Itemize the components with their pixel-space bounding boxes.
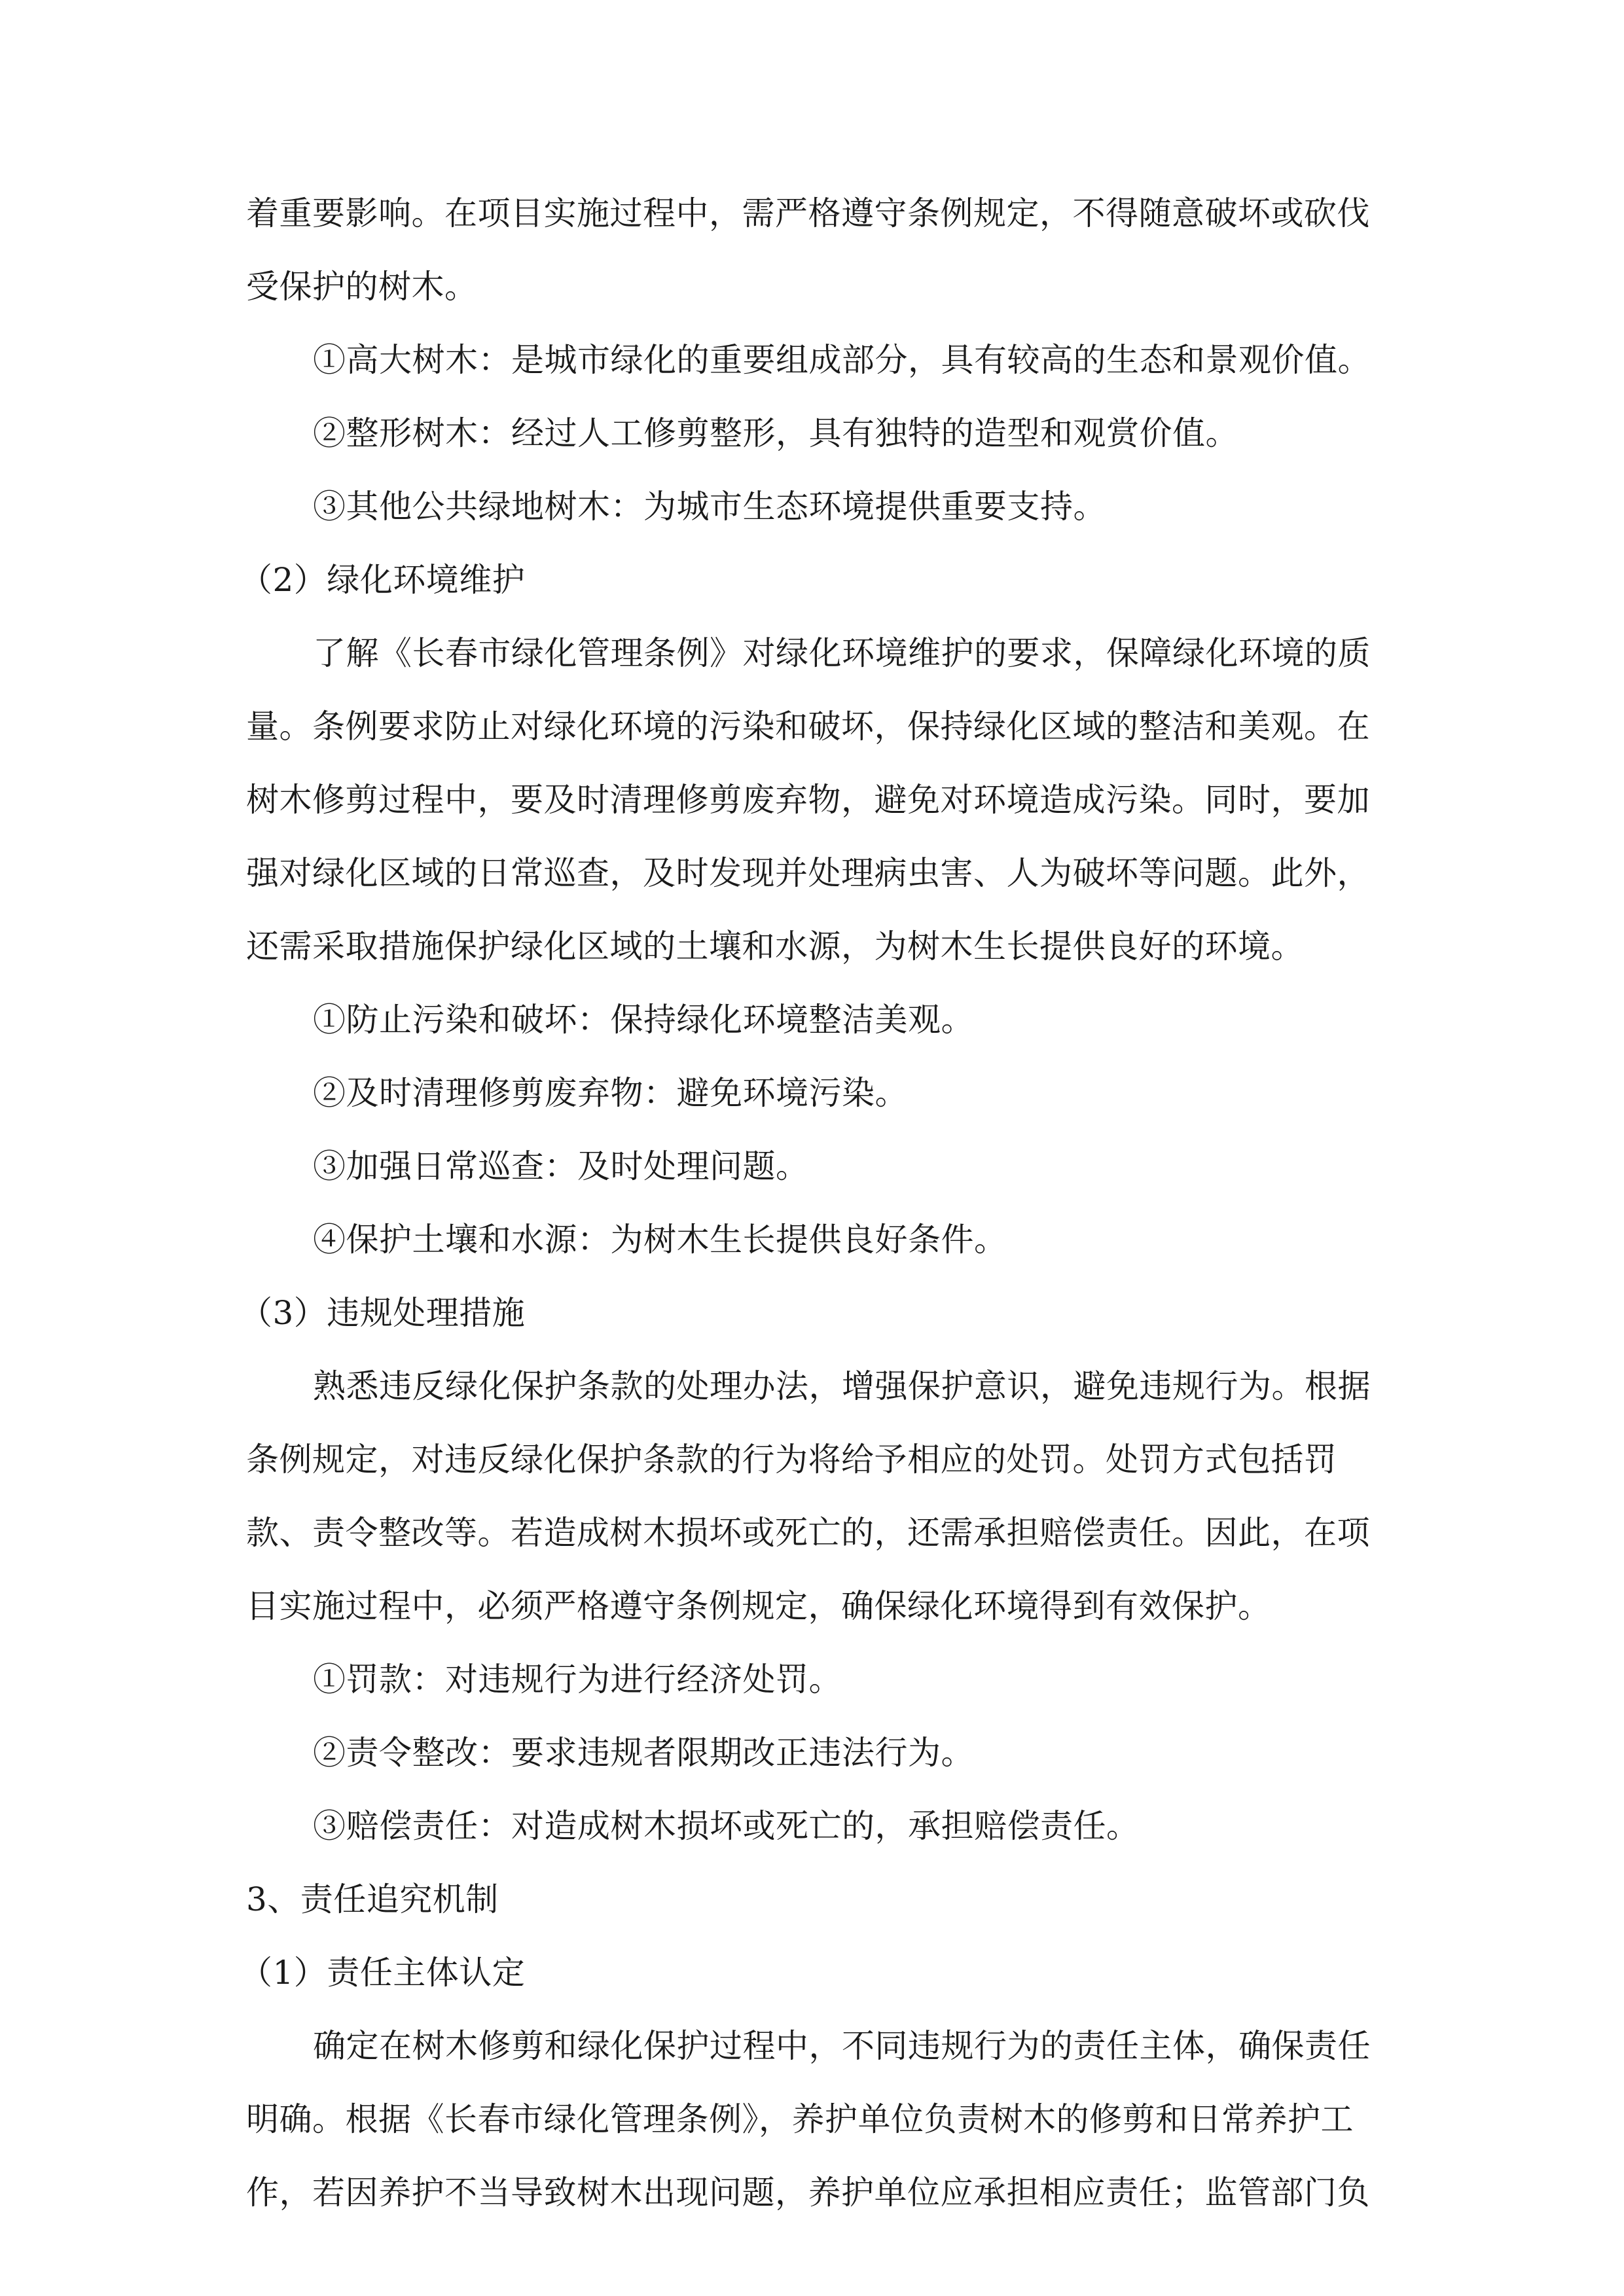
list-item: ③赔偿责任：对造成树木损坏或死亡的，承担赔偿责任。: [313, 1807, 1140, 1845]
list-item: ③加强日常巡查：及时处理问题。: [313, 1147, 809, 1185]
body-text-line: 目实施过程中，必须严格遵守条例规定，确保绿化环境得到有效保护。: [246, 1587, 1271, 1625]
chapter-heading: 3、责任追究机制: [246, 1880, 499, 1918]
body-text-line: 还需采取措施保护绿化区域的土壤和水源，为树木生长提供良好的环境。: [246, 927, 1304, 965]
section-heading: （2）绿化环境维护: [240, 561, 526, 599]
body-text-line: 条例规定，对违反绿化保护条款的行为将给予相应的处罚。处罚方式包括罚: [246, 1441, 1337, 1479]
body-text-line: 受保护的树木。: [246, 268, 478, 306]
body-text-line: 着重要影响。在项目实施过程中，需严格遵守条例规定，不得随意破坏或砍伐: [246, 194, 1370, 232]
body-text-line: 了解《长春市绿化管理条例》对绿化环境维护的要求，保障绿化环境的质: [313, 634, 1371, 672]
list-item: ①高大树木：是城市绿化的重要组成部分，具有较高的生态和景观价值。: [313, 341, 1371, 379]
body-text-line: 量。条例要求防止对绿化环境的污染和破坏，保持绿化区域的整洁和美观。在: [246, 708, 1370, 745]
body-text-line: 确定在树木修剪和绿化保护过程中，不同违规行为的责任主体，确保责任: [313, 2027, 1371, 2065]
body-text-line: 树木修剪过程中，要及时清理修剪废弃物，避免对环境造成污染。同时，要加: [246, 781, 1370, 819]
body-text-line: 明确。根据《长春市绿化管理条例》，养护单位负责树木的修剪和日常养护工: [246, 2100, 1354, 2138]
body-text-line: 强对绿化区域的日常巡查，及时发现并处理病虫害、人为破坏等问题。此外，: [246, 854, 1370, 892]
list-item: ①防止污染和破坏：保持绿化环境整洁美观。: [313, 1001, 974, 1039]
body-text-line: 款、责令整改等。若造成树木损坏或死亡的，还需承担赔偿责任。因此，在项: [246, 1514, 1370, 1552]
list-item: ②及时清理修剪废弃物：避免环境污染。: [313, 1074, 908, 1112]
body-text-line: 作，若因养护不当导致树木出现问题，养护单位应承担相应责任；监管部门负: [246, 2174, 1370, 2212]
list-item: ①罚款：对违规行为进行经济处罚。: [313, 1660, 842, 1698]
list-item: ②责令整改：要求违规者限期改正违法行为。: [313, 1734, 974, 1772]
body-text-line: 熟悉违反绿化保护条款的处理办法，增强保护意识，避免违规行为。根据: [313, 1367, 1371, 1405]
section-heading: （3）违规处理措施: [240, 1294, 526, 1332]
document-page: [240, 177, 1381, 2229]
list-item: ③其他公共绿地树木：为城市生态环境提供重要支持。: [313, 488, 1106, 526]
list-item: ②整形树木：经过人工修剪整形，具有独特的造型和观赏价值。: [313, 414, 1238, 452]
section-heading: （1）责任主体认定: [240, 1954, 526, 1992]
list-item: ④保护土壤和水源：为树木生长提供良好条件。: [313, 1221, 1007, 1259]
